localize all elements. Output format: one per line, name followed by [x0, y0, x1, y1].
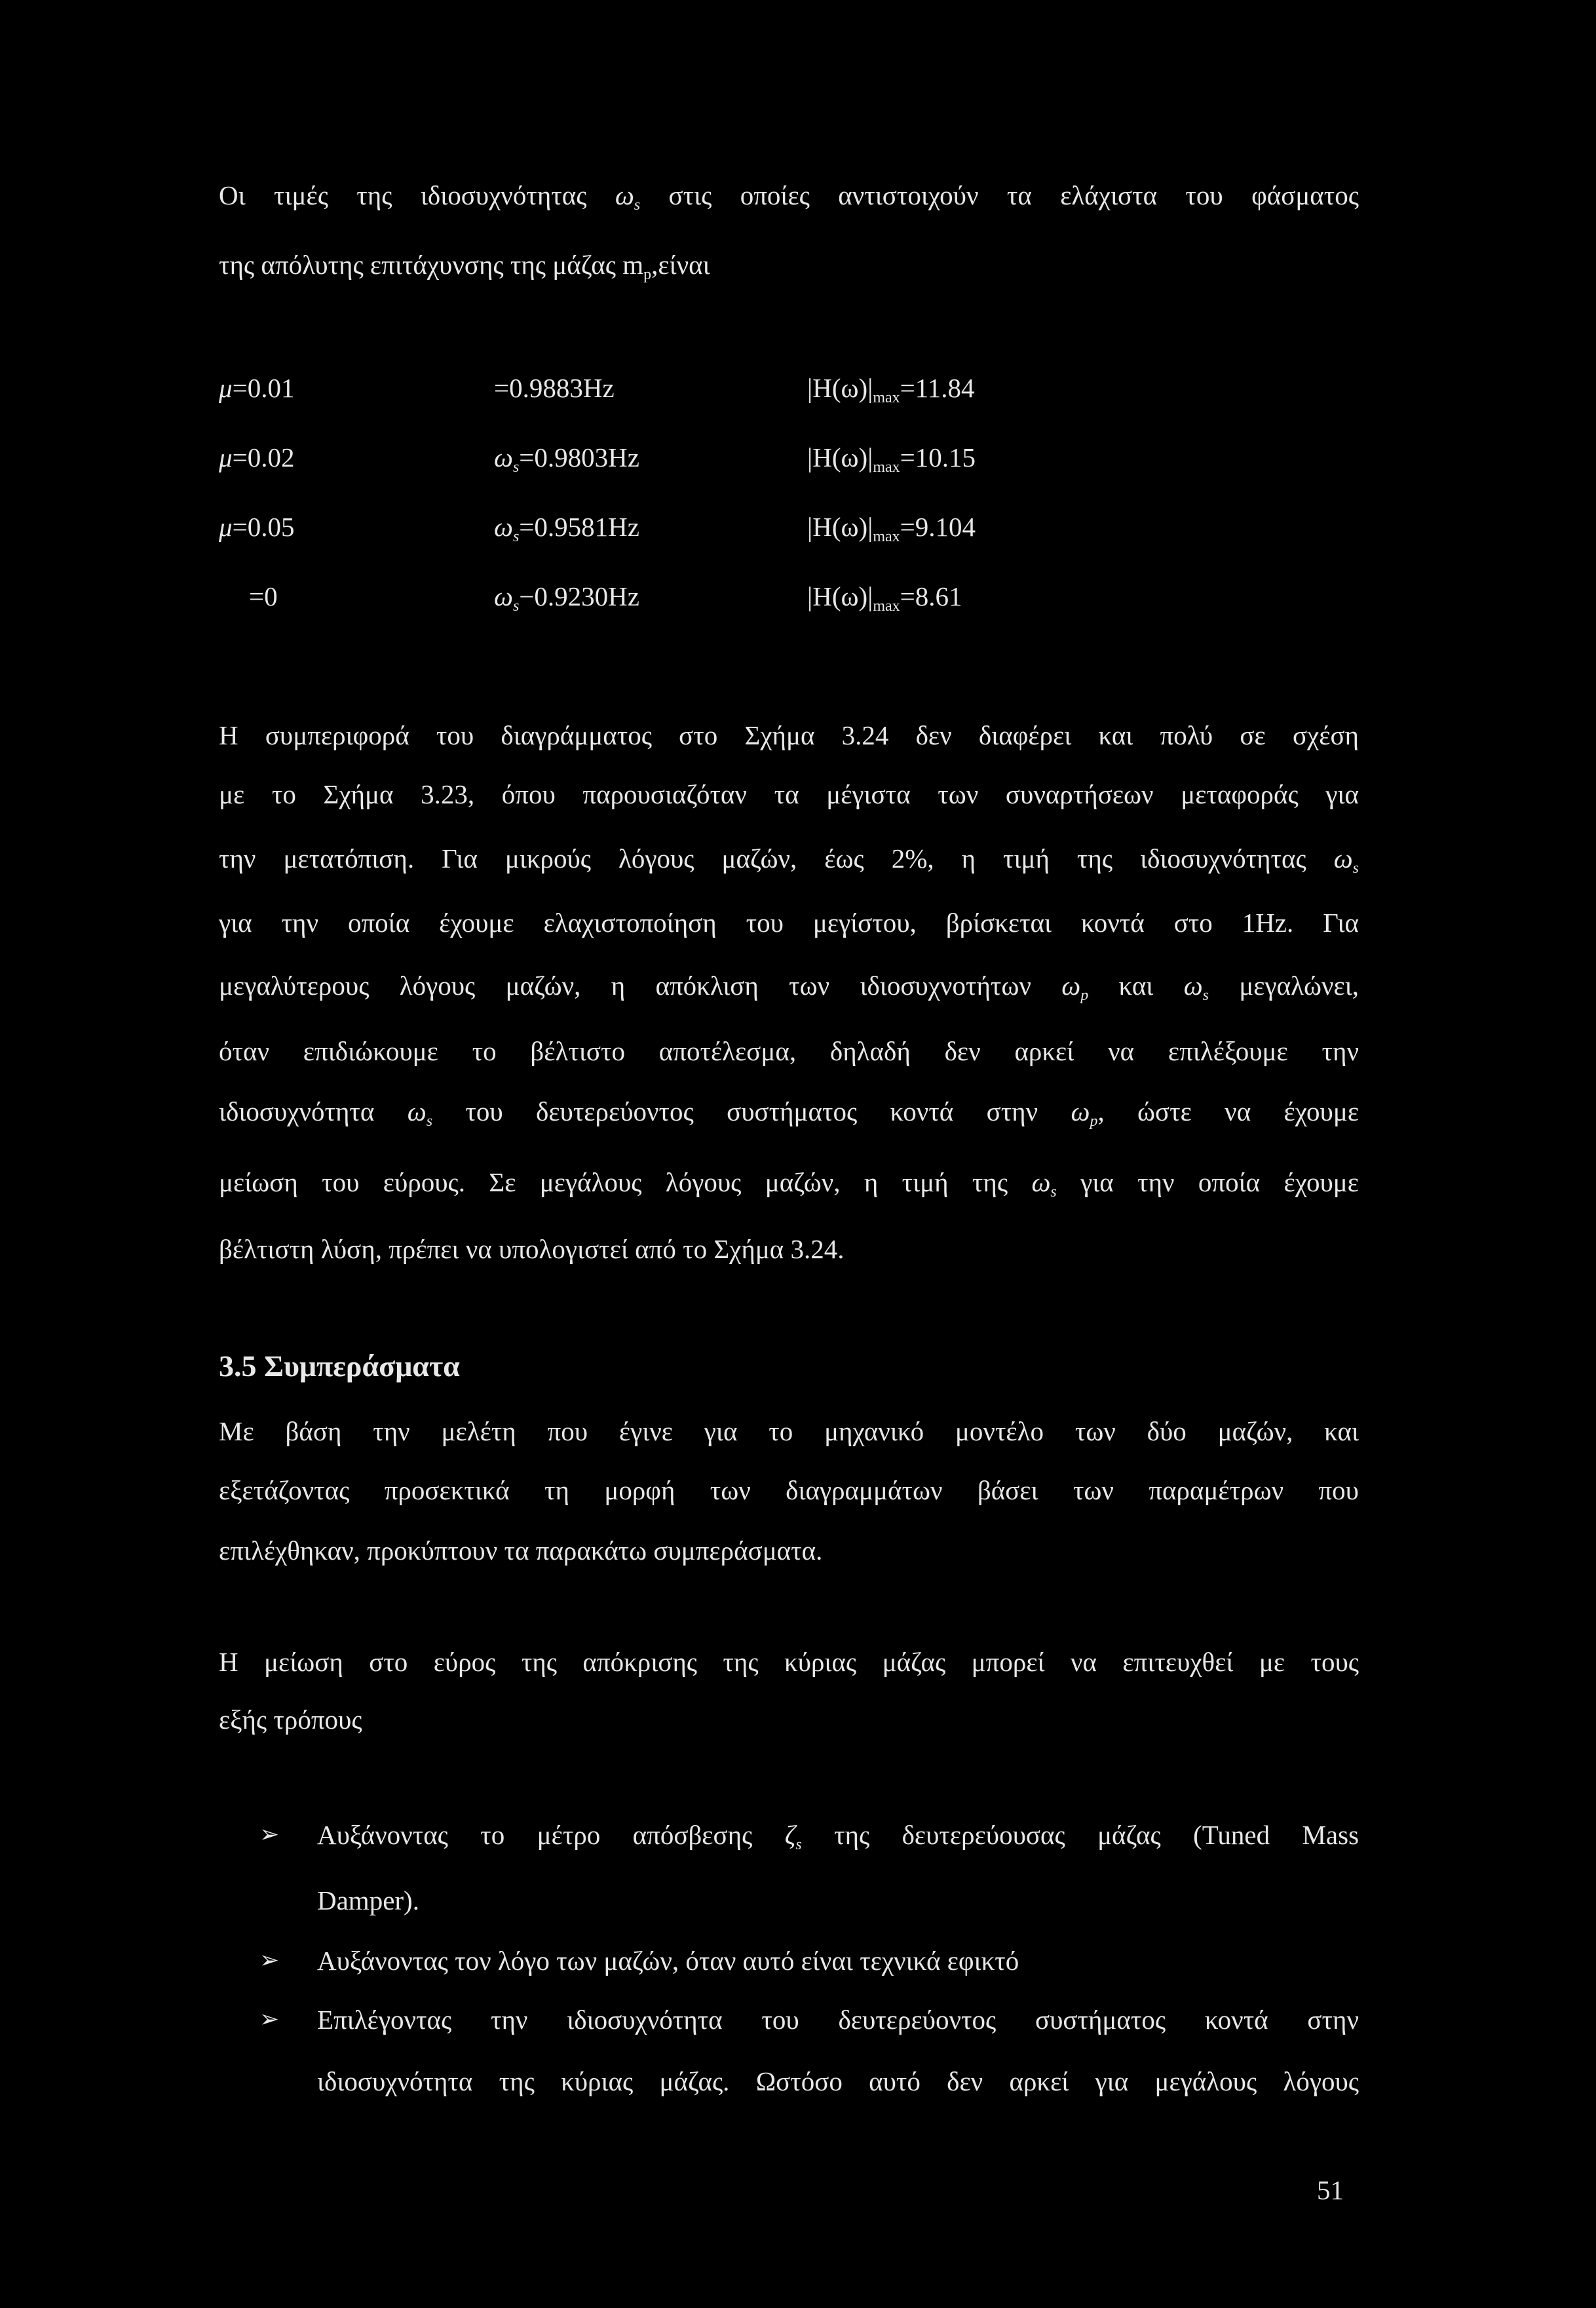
table-row-h	[807, 442, 976, 476]
omega-p-group	[1071, 1096, 1359, 1130]
bullet-text: Αυξάνοντας το μέτρο απόσβεσης	[317, 1820, 753, 1850]
table-row-mu	[249, 583, 278, 610]
omega-symbol: $\omega_p$	[1061, 971, 1089, 1004]
table-row-h	[807, 581, 962, 615]
bullet-text: της δευτερεύουσας μάζας (Tuned Mass	[834, 1820, 1359, 1850]
mu-symbol: μ	[219, 442, 233, 472]
omega-subscript: p	[1090, 1113, 1098, 1130]
section-line-1: Με βάση την μελέτη που έγινε για το μηχανικό μοντέλο των δύο μαζών, και	[219, 1416, 1359, 1446]
h-label: |H(ω)|	[807, 581, 873, 611]
mu-value: =0.01	[232, 373, 295, 403]
intro-line-1	[219, 180, 1359, 214]
para1-line-2: με το Σχήμα 3.23, όπου παρουσιαζόταν τα μέγιστα των συναρτήσεων μεταφοράς για	[219, 779, 1359, 809]
omega-subscript: s	[512, 598, 520, 615]
para1-line-5	[219, 971, 1359, 1004]
omega-symbol: $\omega_s$	[1183, 971, 1209, 1004]
section-line-2: εξετάζοντας προσεκτικά τη μορφή των διαγραμμάτων βάσει των παραμέτρων που	[219, 1475, 1359, 1505]
h-label: |H(ω)|	[807, 373, 873, 403]
bullet-2-line-1: Αυξάνοντας τον λόγο των μαζών, όταν αυτό είναι τεχνικά εφικτό	[317, 1946, 1019, 1976]
para2-line-1: Η μείωση στο εύρος της απόκρισης της κύριας μάζας μπορεί να επιτευχθεί με τους	[219, 1647, 1359, 1677]
h-subscript: max	[873, 459, 900, 476]
omega-subscript: s	[512, 528, 520, 545]
para1-text: μεγαλώνει,	[1239, 971, 1359, 1001]
table-row-h	[807, 373, 975, 406]
para1-line-4: για την οποία έχουμε ελαχιστοποίηση του μεγίστου, βρίσκεται κοντά στο 1Hz. Για	[219, 908, 1359, 938]
bullet-arrow-icon: ➢	[259, 2006, 280, 2033]
intro-line-2	[219, 250, 1359, 283]
table-row-mu	[219, 444, 294, 471]
omega-value: =0.9803Hz	[519, 442, 639, 472]
intro-text: στις οποίες αντιστοιχούν τα ελάχιστα του φάσματος	[668, 180, 1359, 210]
omega-symbol: $\omega_s$	[615, 180, 641, 214]
intro-text: της απόλυτης επιτάχυνσης της μάζας m	[219, 250, 644, 280]
mu-value: =0.02	[232, 442, 295, 472]
section-line-3: επιλέχθηκαν, προκύπτουν τα παρακάτω συμπεράσματα.	[219, 1535, 823, 1566]
para1-text: του δευτερεύοντος συστήματος κοντά στην	[465, 1096, 1038, 1126]
mass-subscript: p	[643, 266, 652, 283]
omega-symbol: ω	[494, 512, 513, 542]
h-subscript: max	[873, 528, 900, 545]
table-row-mu	[219, 375, 294, 402]
omega-symbol: ω	[494, 581, 513, 611]
h-subscript: max	[873, 389, 900, 406]
omega-subscript: s	[512, 459, 520, 476]
bullet-1-line-2: Damper).	[317, 1885, 419, 1915]
para1-line-3	[219, 843, 1359, 877]
omega-symbol: $\omega_s$	[407, 1096, 433, 1130]
omega-value: =0.9883Hz	[494, 373, 615, 403]
para2-line-2: εξής τρόπους	[219, 1704, 362, 1735]
para1-text: για την οποία έχουμε	[1080, 1167, 1359, 1197]
para1-text: την μετατόπιση. Για μικρούς λόγους μαζών, έως 2%, η τιμή της ιδιοσυχνότητας	[219, 843, 1306, 874]
para1-line-9: βέλτιστη λύση, πρέπει να υπολογιστεί από το Σχήμα 3.24.	[219, 1234, 845, 1264]
para1-line-7	[219, 1096, 1359, 1130]
h-label: |H(ω)|	[807, 442, 873, 472]
page-number: 51	[1317, 2175, 1344, 2205]
para1-line-1: Η συμπεριφορά του διαγράμματος στο Σχήμα 3.24 δεν διαφέρει και πολύ σε σχέση	[219, 720, 1359, 750]
h-value: =10.15	[900, 442, 976, 472]
omega-symbol: $\omega_s$	[1333, 843, 1359, 877]
mu-symbol: μ	[219, 373, 233, 403]
bullet-3-line-2: ιδιοσυχνότητα της κύριας μάζας. Ωστόσο αυτό δεν αρκεί για μεγάλους λόγους	[317, 2066, 1359, 2096]
para1-text: μεγαλύτερους λόγους μαζών, η απόκλιση των ιδιοσυχνοτήτων	[219, 971, 1031, 1001]
mu-value: =0.05	[232, 512, 295, 542]
bullet-arrow-icon: ➢	[259, 1821, 280, 1848]
h-subscript: max	[873, 598, 900, 615]
h-value: =11.84	[900, 373, 975, 403]
omega-symbol: $\omega_s$	[1031, 1167, 1057, 1201]
para1-line-8	[219, 1167, 1359, 1201]
zeta-symbol: $\zeta_s$	[784, 1820, 802, 1853]
para1-text: ιδιοσυχνότητα	[219, 1096, 375, 1126]
omega-value: −0.9230Hz	[519, 581, 639, 611]
table-row-omega	[494, 442, 639, 476]
intro-text: Οι τιμές της ιδιοσυχνότητας	[219, 180, 587, 210]
table-row-mu	[219, 514, 294, 541]
omega-symbol: ω	[494, 442, 513, 472]
bullet-arrow-icon: ➢	[259, 1947, 280, 1974]
table-row-omega	[494, 581, 639, 615]
bullet-1-line-1	[317, 1820, 1359, 1853]
omega-value: =0.9581Hz	[519, 512, 639, 542]
para1-text: μείωση του εύρους. Σε μεγάλους λόγους μαζών, η τιμή της	[219, 1167, 1008, 1197]
para1-line-6: όταν επιδιώκουμε το βέλτιστο αποτέλεσμα, δηλαδή δεν αρκεί να επιλέξουμε την	[219, 1036, 1359, 1066]
para1-text: , ώστε να έχουμε	[1097, 1096, 1359, 1126]
h-value: =8.61	[900, 581, 962, 611]
para1-text: και	[1118, 971, 1154, 1001]
h-value: =9.104	[900, 512, 976, 542]
bullet-3-line-1: Επιλέγοντας την ιδιοσυχνότητα του δευτερεύοντος συστήματος κοντά στην	[317, 2005, 1359, 2035]
omega-symbol: ω	[1071, 1096, 1090, 1126]
section-heading: 3.5 Συμπεράσματα	[219, 1349, 460, 1383]
intro-text: ,είναι	[651, 250, 710, 280]
table-row-h	[807, 512, 976, 545]
mu-value: =0	[249, 581, 278, 611]
table-row-omega	[494, 512, 639, 545]
mu-symbol: μ	[219, 512, 233, 542]
table-row-omega	[494, 375, 615, 402]
h-label: |H(ω)|	[807, 512, 873, 542]
